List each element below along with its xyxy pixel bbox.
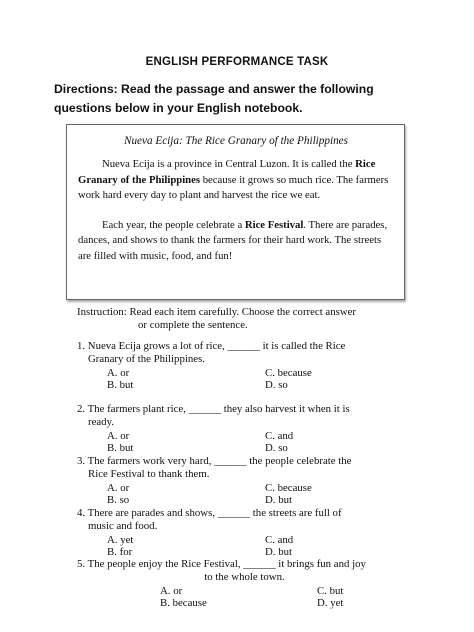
question-stem: 3. The farmers work very hard, ______ the people celebrate the xyxy=(77,455,352,467)
passage-text: . There are parades, dances, and shows to thank the farmers for their hard work. The streets are filled with music, food, and fun! xyxy=(78,218,388,262)
option-b: B. because xyxy=(160,597,207,609)
question-stem-continued: Granary of the Philippines. xyxy=(88,352,205,365)
passage-text: Nueva Ecija is a province in Central Luzon. It is called the xyxy=(102,158,356,170)
option-b: B. so xyxy=(107,494,130,506)
instruction xyxy=(77,306,407,332)
passage-text: Each year, the people celebrate a xyxy=(102,218,245,231)
option-c: C. because xyxy=(265,482,312,494)
option-a: A. or xyxy=(107,430,130,442)
question-5 xyxy=(77,558,412,609)
passage-box xyxy=(66,124,405,300)
instruction-line-1: Instruction: Read each item carefully. Choose the correct answer xyxy=(77,306,357,318)
passage-title: Nueva Ecija: The Rice Granary of the Philippines xyxy=(123,135,348,147)
passage-paragraph-2 xyxy=(78,218,394,265)
option-b: B. but xyxy=(107,379,134,391)
question-stem-continued: music and food. xyxy=(88,519,158,532)
question-stem: 2. The farmers plant rice, ______ they also harvest it when it is xyxy=(77,403,350,415)
question-stem-continued: ready. xyxy=(88,415,114,428)
option-d: D. yet xyxy=(317,597,344,609)
option-c: C. because xyxy=(265,367,312,379)
question-stem: 1. Nueva Ecija grows a lot of rice, ______ it is called the Rice xyxy=(77,340,346,352)
question-1 xyxy=(77,340,397,391)
option-a: A. or xyxy=(107,367,130,379)
question-stem-continued: to the whole town. xyxy=(204,570,285,583)
option-a: A. yet xyxy=(107,534,134,546)
question-stem-continued: Rice Festival to thank them. xyxy=(88,467,210,480)
passage-text: because it grows so much rice. The farmers work hard every day to plant and harvest the rice we eat. xyxy=(78,173,389,202)
option-d: D. but xyxy=(265,494,292,506)
option-d: D. but xyxy=(265,546,292,558)
option-b: B. for xyxy=(107,546,133,558)
question-stem: 4. There are parades and shows, ______ the streets are full of xyxy=(77,507,342,519)
directions-text: Directions: Read the passage and answer the following questions below in your English notebook. xyxy=(54,82,374,115)
passage-bold-text: Rice Festival xyxy=(244,218,304,231)
option-d: D. so xyxy=(265,442,288,454)
option-b: B. but xyxy=(107,442,134,454)
passage-bold-text: Rice Granary of the Philippines xyxy=(78,158,376,186)
page-title: ENGLISH PERFORMANCE TASK xyxy=(145,56,329,68)
question-4 xyxy=(77,507,397,558)
instruction-line-2: or complete the sentence. xyxy=(138,319,248,331)
question-3 xyxy=(77,455,397,506)
question-2 xyxy=(77,403,397,454)
option-c: C. and xyxy=(265,430,294,442)
passage-paragraph-1 xyxy=(78,157,394,204)
question-stem: 5. The people enjoy the Rice Festival, ______ it brings fun and joy xyxy=(77,558,366,570)
option-c: C. but xyxy=(317,585,344,597)
option-c: C. and xyxy=(265,534,294,546)
option-a: A. or xyxy=(107,482,130,494)
option-a: A. or xyxy=(160,585,183,597)
option-d: D. so xyxy=(265,379,288,391)
